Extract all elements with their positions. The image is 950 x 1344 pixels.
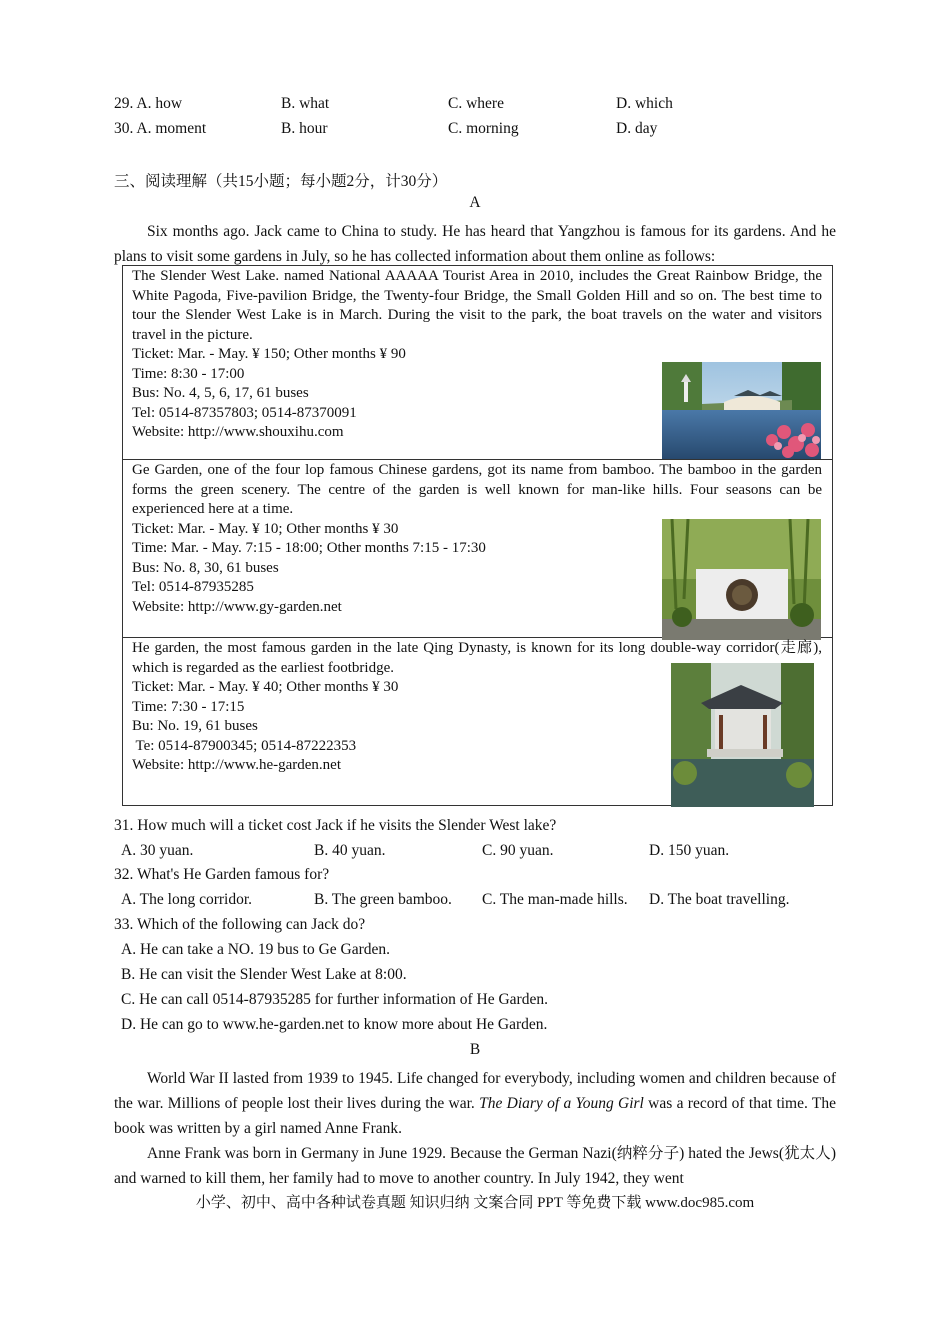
passage-b-p1-before: World War II lasted from 1939 to 1945. Life changed for everybody, including women and children because of the war. Millions of people lost their lives during the war.	[114, 1070, 836, 1112]
ge-garden-photo	[662, 519, 821, 640]
garden-description: The Slender West Lake. named National AAAAA Tourist Area in 2010, includes the Great Rainbow Bridge, the White Pagoda, Five-pavilion Bridge, the Twenty-four Bridge, the Small Golden Hill and so on. The best time to tour the Slender West Lake is in March. During the visit to the park, the boat travels on the water and visitors travel in the picture.	[132, 268, 822, 343]
section-heading: 三、阅读理解（共15小题；每小题2分，计30分）	[114, 173, 448, 190]
q31-option-d: D. 150 yuan.	[649, 842, 730, 859]
garden-website: Website: http://www.he-garden.net	[132, 757, 342, 773]
q33-option-c: C. He can call 0514-87935285 for further information of He Garden.	[121, 991, 548, 1008]
passage-b-paragraph-2: Anne Frank was born in Germany in June 1929. Because the German Nazi(纳粹分子) hated the Jews(犹太人) and warned to kill them, her family had to move to another country. In July 1942, they went	[114, 1145, 836, 1187]
q33-option-b: B. He can visit the Slender West Lake at 8:00.	[121, 966, 407, 983]
option-a: 30. A. moment	[114, 120, 207, 137]
garden-ticket: Ticket: Mar. - May. ¥ 150; Other months ¥ 90	[132, 346, 406, 362]
q32-option-c: C. The man-made hills.	[482, 891, 628, 908]
garden-cell-he-garden	[123, 638, 833, 806]
garden-description: Ge Garden, one of the four lop famous Chinese gardens, got its name from bamboo. The bamboo in the garden forms the green scenery. The centre of the garden is well known for man-like hills. Four seasons can be experienced here at a time.	[132, 462, 822, 517]
q33-option-a: A. He can take a NO. 19 bus to Ge Garden.	[121, 941, 391, 958]
garden-website: Website: http://www.shouxihu.com	[132, 424, 344, 440]
garden-cell-ge-garden	[123, 460, 833, 638]
he-garden-photo	[671, 663, 814, 807]
garden-website: Website: http://www.gy-garden.net	[132, 598, 342, 615]
slender-west-lake-photo	[662, 362, 821, 459]
garden-tel: Tel: 0514-87357803; 0514-87370091	[132, 404, 357, 421]
q31-option-b: B. 40 yuan.	[314, 842, 386, 859]
q32-option-a: A. The long corridor.	[121, 891, 253, 908]
q31-option-c: C. 90 yuan.	[482, 842, 554, 859]
option-c: C. where	[448, 95, 504, 112]
passage-b-paragraph-1	[114, 1066, 836, 1141]
q31-option-a: A. 30 yuan.	[121, 842, 194, 859]
question-31-stem: 31. How much will a ticket cost Jack if he visits the Slender West lake?	[114, 817, 557, 834]
passage-a-intro: Six months ago. Jack came to China to study. He has heard that Yangzhou is famous for its gardens. And he plans to visit some gardens in July, so he has collected information about them online as follows:	[114, 223, 836, 265]
garden-time: Time: Mar. - May. 7:15 - 18:00; Other months 7:15 - 17:30	[132, 540, 486, 556]
option-d: D. day	[616, 120, 658, 137]
page-footer: 小学、初中、高中各种试卷真题 知识归纳 文案合同 PPT 等免费下载 www.doc985.com	[195, 1195, 755, 1211]
garden-info-table	[122, 265, 833, 806]
garden-time: Time: 8:30 - 17:00	[132, 365, 245, 382]
garden-bus: Bu: No. 19, 61 buses	[132, 718, 258, 734]
garden-bus: Bus: No. 8, 30, 61 buses	[132, 559, 279, 576]
garden-cell-slender-west-lake	[123, 266, 833, 460]
option-a: 29. A. how	[114, 95, 183, 112]
option-b: B. what	[281, 95, 330, 112]
option-b: B. hour	[281, 120, 328, 137]
question-33-stem: 33. Which of the following can Jack do?	[114, 916, 366, 933]
option-c: C. morning	[448, 120, 519, 137]
garden-description: He garden, the most famous garden in the late Qing Dynasty, is known for its long double-way corridor(走廊), which is regarded as the earliest footbridge.	[132, 640, 822, 676]
q33-option-d: D. He can go to www.he-garden.net to know more about He Garden.	[121, 1016, 548, 1033]
book-title: The Diary of a Young Girl	[479, 1095, 644, 1112]
garden-ticket: Ticket: Mar. - May. ¥ 40; Other months ¥ 30	[132, 679, 399, 695]
garden-ticket: Ticket: Mar. - May. ¥ 10; Other months ¥ 30	[132, 520, 399, 537]
garden-tel: Tel: 0514-87935285	[132, 579, 254, 595]
garden-tel: Te: 0514-87900345; 0514-87222353	[132, 737, 357, 754]
garden-bus: Bus: No. 4, 5, 6, 17, 61 buses	[132, 385, 309, 401]
question-32-stem: 32. What's He Garden famous for?	[114, 866, 330, 883]
option-d: D. which	[616, 95, 673, 112]
passage-a-label: A	[469, 194, 481, 211]
passage-b-p1-after: was a record of that time. The book was written by a girl named Anne Frank.	[114, 1095, 836, 1137]
garden-time: Time: 7:30 - 17:15	[132, 698, 245, 715]
passage-b-label: B	[469, 1041, 481, 1058]
q32-option-b: B. The green bamboo.	[314, 891, 452, 908]
q32-option-d: D. The boat travelling.	[649, 891, 790, 908]
